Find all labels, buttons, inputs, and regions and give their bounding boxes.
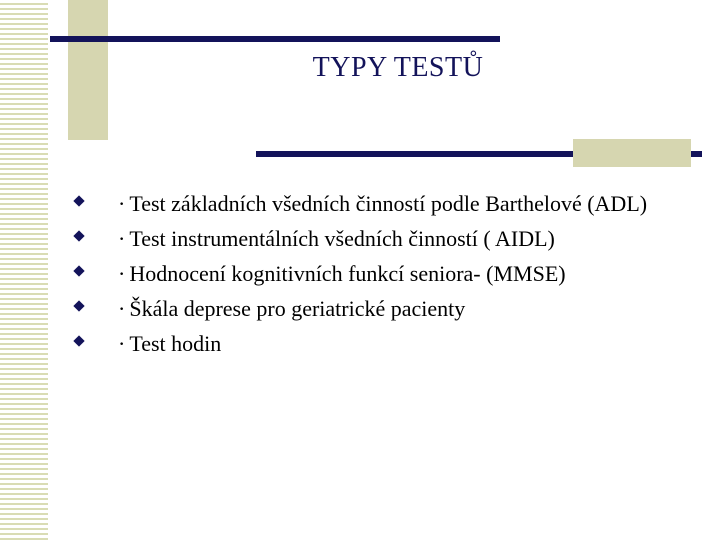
- list-item-text: Hodnocení kognitivních funkcí seniora- (MMSE): [129, 261, 566, 286]
- decorative-stripe-band: [0, 0, 50, 540]
- slide-title: TYPY TESTŮ: [312, 52, 484, 83]
- list-item-text: Test hodin: [129, 331, 222, 356]
- list-item: [70, 221, 700, 256]
- list-item-text: Test instrumentálních všedních činností ( AIDL): [129, 226, 555, 251]
- decorative-box-top: [68, 0, 108, 140]
- bullet-diamond-icon: [70, 291, 118, 326]
- bullet-dot-icon: ·: [118, 191, 126, 216]
- bullet-list: [70, 186, 700, 361]
- bullet-diamond-icon: [70, 326, 118, 361]
- bullet-dot-icon: ·: [118, 226, 126, 251]
- list-item: [70, 291, 700, 326]
- title-area: [198, 52, 598, 92]
- bullet-dot-icon: ·: [118, 261, 126, 286]
- list-item: [70, 186, 700, 221]
- decorative-box-right: [573, 139, 691, 167]
- bullet-diamond-icon: [70, 186, 118, 221]
- list-item-text: Test základních všedních činností podle Barthelové (ADL): [129, 191, 648, 216]
- bullet-diamond-icon: [70, 221, 118, 256]
- bullet-dot-icon: ·: [118, 331, 126, 356]
- list-item-text: Škála deprese pro geriatrické pacienty: [129, 296, 466, 321]
- title-rule-top: [50, 36, 500, 42]
- list-item: [70, 326, 700, 361]
- list-item: [70, 256, 700, 291]
- bullet-diamond-icon: [70, 256, 118, 291]
- bullet-dot-icon: ·: [118, 296, 126, 321]
